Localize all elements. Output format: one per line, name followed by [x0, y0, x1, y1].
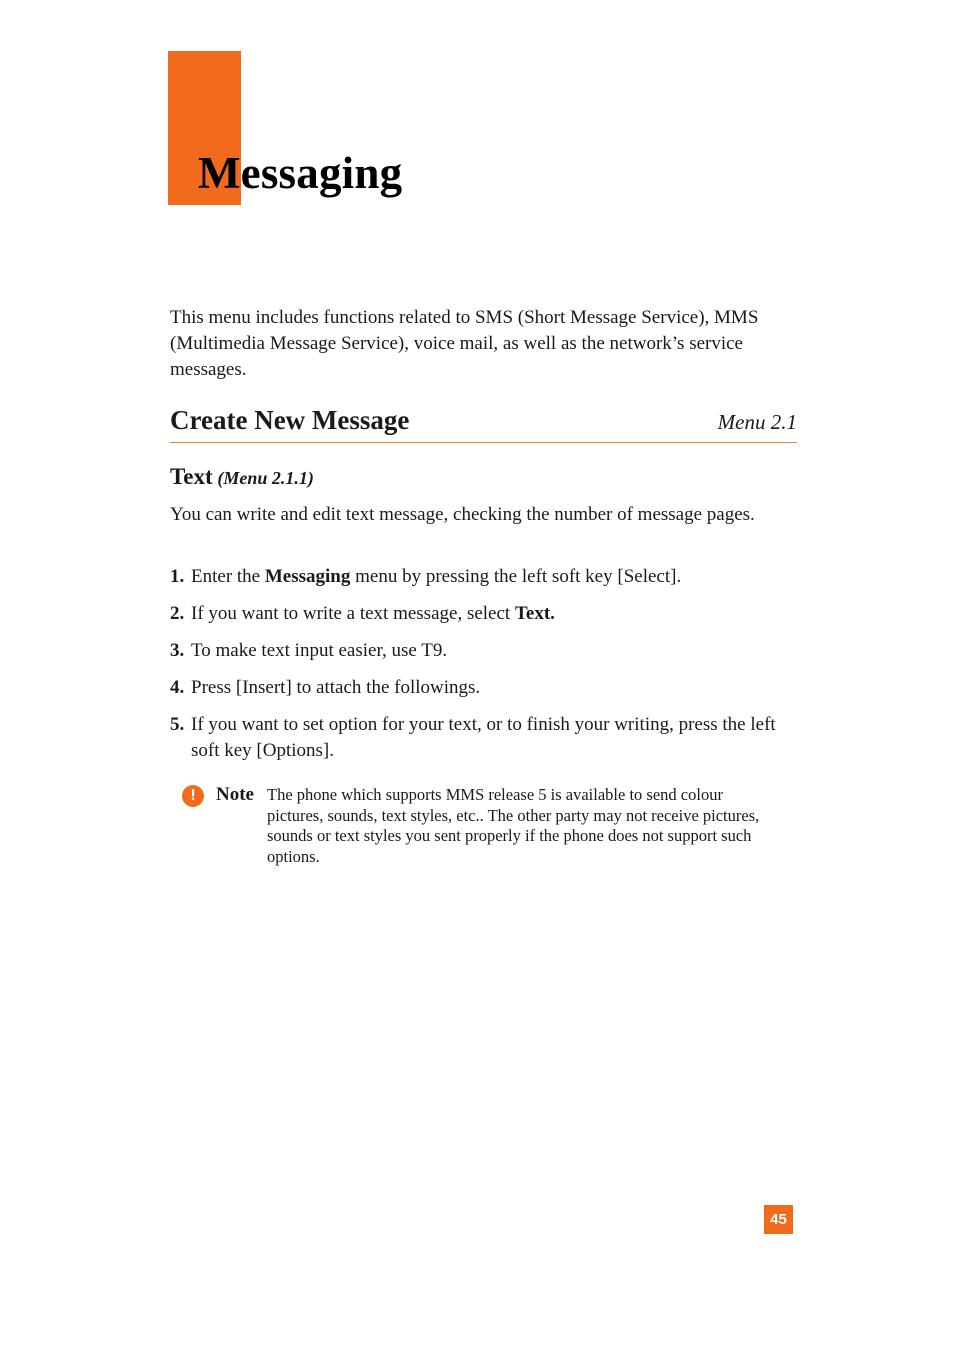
step-text-end: menu by pressing the left soft key [Select]. [350, 566, 682, 587]
list-item [170, 601, 800, 627]
subsection-menu-number: (Menu 2.1.1) [217, 468, 314, 488]
step-number: 1. [170, 566, 185, 587]
step-text: To make text input easier, use T9. [191, 640, 448, 661]
section-heading [170, 402, 797, 443]
step-text: If you want to write a text message, select [191, 603, 515, 624]
subsection-description: You can write and edit text message, checking the number of message pages. [170, 504, 755, 525]
list-item [170, 564, 800, 590]
step-text: Press [Insert] to attach the followings. [191, 677, 481, 698]
note-box [182, 783, 802, 873]
list-item [170, 675, 800, 701]
step-number: 3. [170, 640, 185, 661]
subsection-title: Text [170, 464, 213, 489]
step-text: If you want to set option for your text, or to finish your writing, press the left soft key [Options]. [191, 714, 776, 761]
page-number: 45 [764, 1205, 793, 1234]
note-text: The phone which supports MMS release 5 is available to send colour pictures, sounds, text styles, etc.. The other party may not receive pictures, sounds or text styles you sent properly if the phone does not support such options. [267, 785, 760, 866]
step-number: 5. [170, 714, 185, 735]
step-text: Enter the [191, 566, 265, 587]
step-bold-text: Messaging [264, 566, 351, 587]
intro-paragraph: This menu includes functions related to SMS (Short Message Service), MMS (Multimedia Message Service), voice mail, as well as the network’s service messages. [170, 307, 759, 380]
steps-list [170, 564, 800, 775]
list-item [170, 712, 800, 764]
step-number: 4. [170, 677, 185, 698]
chapter-title: Messaging [198, 148, 403, 198]
step-bold-text: Text. [514, 603, 555, 624]
note-label: Note [216, 784, 254, 805]
section-title: Create New Message [170, 405, 410, 435]
step-number: 2. [170, 603, 185, 624]
list-item [170, 638, 800, 664]
subsection-heading [170, 462, 314, 494]
exclamation-icon: ! [182, 785, 204, 807]
section-menu-number: Menu 2.1 [717, 410, 797, 434]
